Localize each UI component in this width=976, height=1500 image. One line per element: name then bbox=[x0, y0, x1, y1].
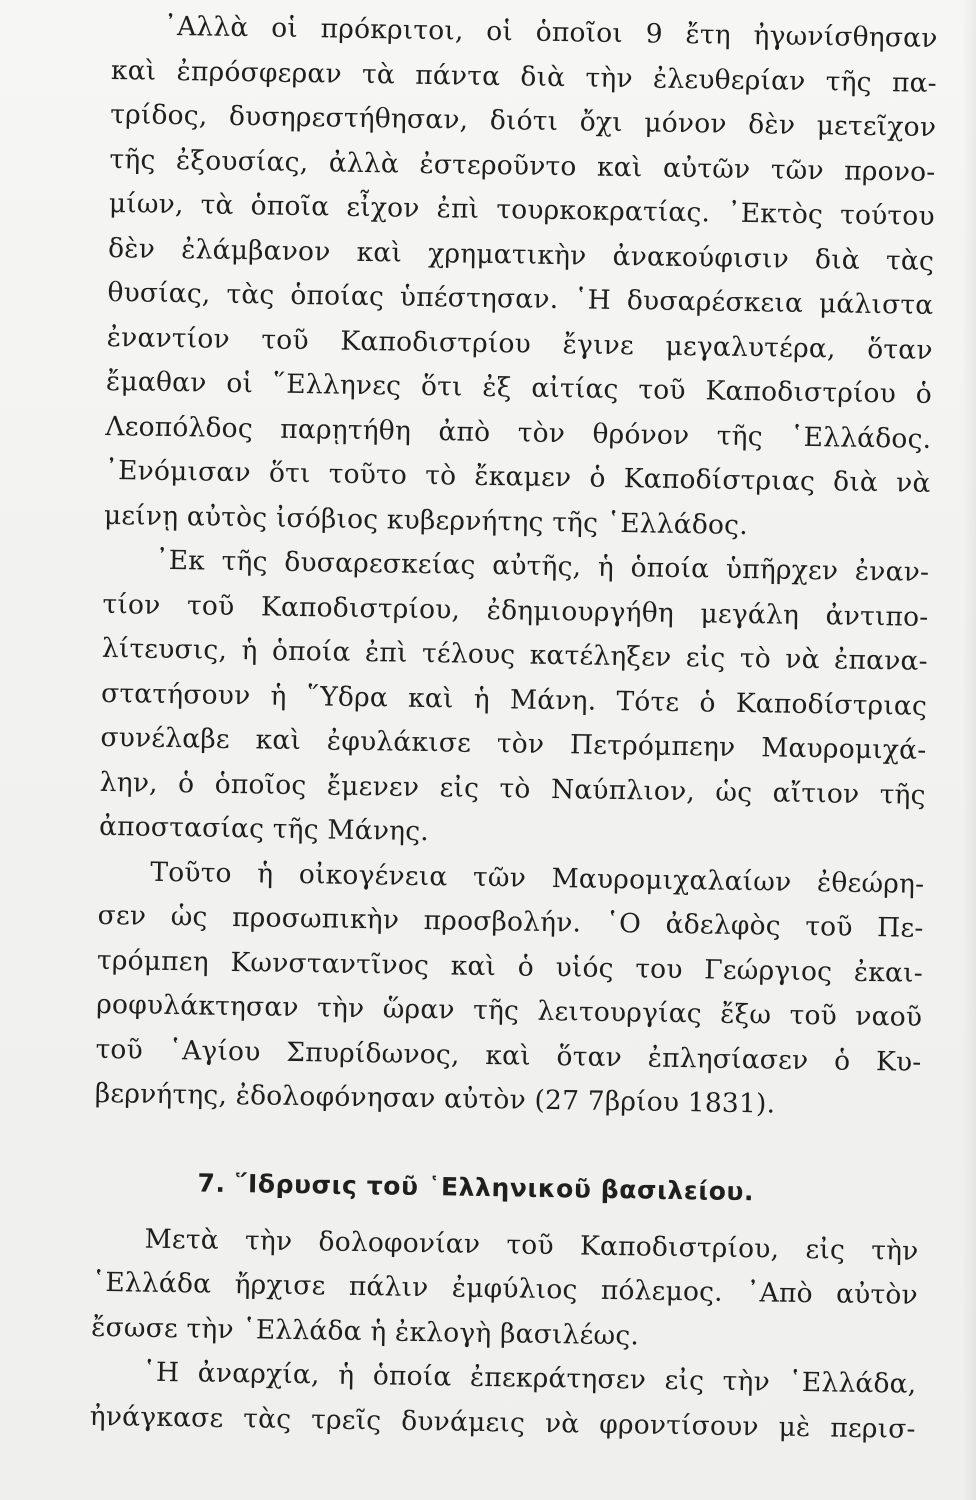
text-line: ᾿Αλλὰ οἱ πρόκριτοι, οἱ ὁποῖοι 9 ἔτη ἠγωνίσθησαν bbox=[163, 10, 938, 54]
text-line: δὲν ἐλάμβανον καὶ χρηματικὴν ἀνακούφισιν διὰ τὰς bbox=[107, 232, 935, 277]
text-line: τίον τοῦ Καποδιστρίου, ἐδημιουργήθη μεγάλη ἀντιπο- bbox=[102, 588, 929, 633]
text-line: ἔμαθαν οἱ ῞Ελληνες ὅτι ἐξ αἰτίας τοῦ Καποδιστρίου ὁ bbox=[105, 365, 933, 410]
paragraph-notables-discontent bbox=[104, 4, 938, 551]
text-line: μείνῃ αὐτὸς ἰσόβιος κυβερνήτης τῆς ῾Ελλάδος. bbox=[103, 499, 749, 541]
text-line: τῆς ἐξουσίας, ἀλλὰ ἐστεροῦντο καὶ αὐτῶν τῶν προνο- bbox=[109, 143, 936, 188]
text-line: στατήσουν ἡ ῞Υδρα καὶ ἡ Μάνη. Τότε ὁ Καποδίστριας bbox=[100, 677, 928, 722]
text-line: συνέλαβε καὶ ἐφυλάκισε τὸν Πετρόμπεην Μαυρομιχά- bbox=[100, 721, 927, 766]
text-line: τρόμπεη Κωνσταντῖνος καὶ ὁ υἱός του Γεώργιος ἐκαι- bbox=[96, 944, 924, 989]
text-line: καὶ ἐπρόσφεραν τὰ πάντα διὰ τὴν ἐλευθερίαν τῆς πα- bbox=[110, 54, 938, 99]
text-line: θυσίας, τὰς ὁποίας ὑπέστησαν. ῾Η δυσαρέσκεια μάλιστα bbox=[107, 276, 934, 321]
paragraph-anarchy bbox=[89, 1350, 916, 1452]
paragraph-civil-war bbox=[91, 1216, 919, 1362]
text-line: λίτευσις, ἡ ὁποία ἐπὶ τέλους κατέληξεν εἰς τὸ νὰ ἐπανα- bbox=[101, 632, 929, 677]
section-heading: 7. ῞Ιδρυσις τοῦ ῾Ελληνικοῦ βασιλείου. bbox=[197, 1167, 755, 1206]
text-line: ἐναντίον τοῦ Καποδιστρίου ἔγινε μεγαλυτέρα, ὅταν bbox=[106, 321, 933, 366]
paragraph-opposition bbox=[99, 538, 930, 862]
text-line: τρίδος, δυσηρεστήθησαν, διότι ὄχι μόνον δὲν μετεῖχον bbox=[110, 98, 937, 143]
text-line: Μετὰ τὴν δολοφονίαν τοῦ Καποδιστρίου, εἰς τὴν bbox=[144, 1223, 919, 1267]
text-line: λην, ὁ ὁποῖος ἔμενεν εἰς τὸ Ναύπλιον, ὡς αἴτιον τῆς bbox=[99, 766, 926, 811]
text-line: ροφυλάκτησαν τὴν ὥραν τῆς λειτουργίας ἔξω τοῦ ναοῦ bbox=[96, 988, 923, 1033]
text-line: τοῦ ῾Αγίου Σπυρίδωνος, καὶ ὅταν ἐπλησίασεν ὁ Κυ- bbox=[95, 1033, 922, 1078]
text-line: μίων, τὰ ὁποῖα εἶχον ἐπὶ τουρκοκρατίας. ᾿Εκτὸς τούτου bbox=[108, 187, 936, 232]
text-line: ἠνάγκασε τὰς τρεῖς δυνάμεις νὰ φροντίσουν μὲ περισ- bbox=[89, 1400, 916, 1445]
text-line: βερνήτης, ἐδολοφόνησαν αὐτὸν (27 7βρίου 1831). bbox=[94, 1077, 776, 1120]
text-line: ἀποστασίας τῆς Μάνης. bbox=[98, 810, 430, 848]
text-line: σεν ὡς προσωπικὴν προσβολήν. ῾Ο ἀδελφὸς τοῦ Πε- bbox=[97, 899, 924, 944]
text-line: ᾿Εκ τῆς δυσαρεσκείας αὐτῆς, ἡ ὁποία ὑπῆρχεν ἐναν- bbox=[155, 544, 930, 588]
text-line: ῾Ελλάδα ἤρχισε πάλιν ἐμφύλιος πόλεμος. ᾿Απὸ αὐτὸν bbox=[91, 1266, 919, 1311]
text-line: ῾Η ἀναρχία, ἡ ὁποία ἐπεκράτησεν εἰς τὴν ῾Ελλάδα, bbox=[142, 1356, 917, 1400]
page-edge-shadow bbox=[962, 0, 976, 1500]
paragraph-assassination bbox=[95, 849, 925, 1129]
text-line: Λεοπόλδος παρῃτήθη ἀπὸ τὸν θρόνον τῆς ῾Ελλάδος. bbox=[105, 410, 932, 455]
body-text bbox=[89, 4, 937, 1452]
text-line: ᾿Ενόμισαν ὅτι τοῦτο τὸ ἔκαμεν ὁ Καποδίστριας διὰ νὰ bbox=[104, 454, 931, 499]
text-line: ἔσωσε τὴν ῾Ελλάδα ἡ ἐκλογὴ βασιλέως. bbox=[90, 1311, 640, 1351]
text-line: Τοῦτο ἡ οἰκογένεια τῶν Μαυρομιχαλαίων ἐθεώρη- bbox=[150, 856, 925, 900]
